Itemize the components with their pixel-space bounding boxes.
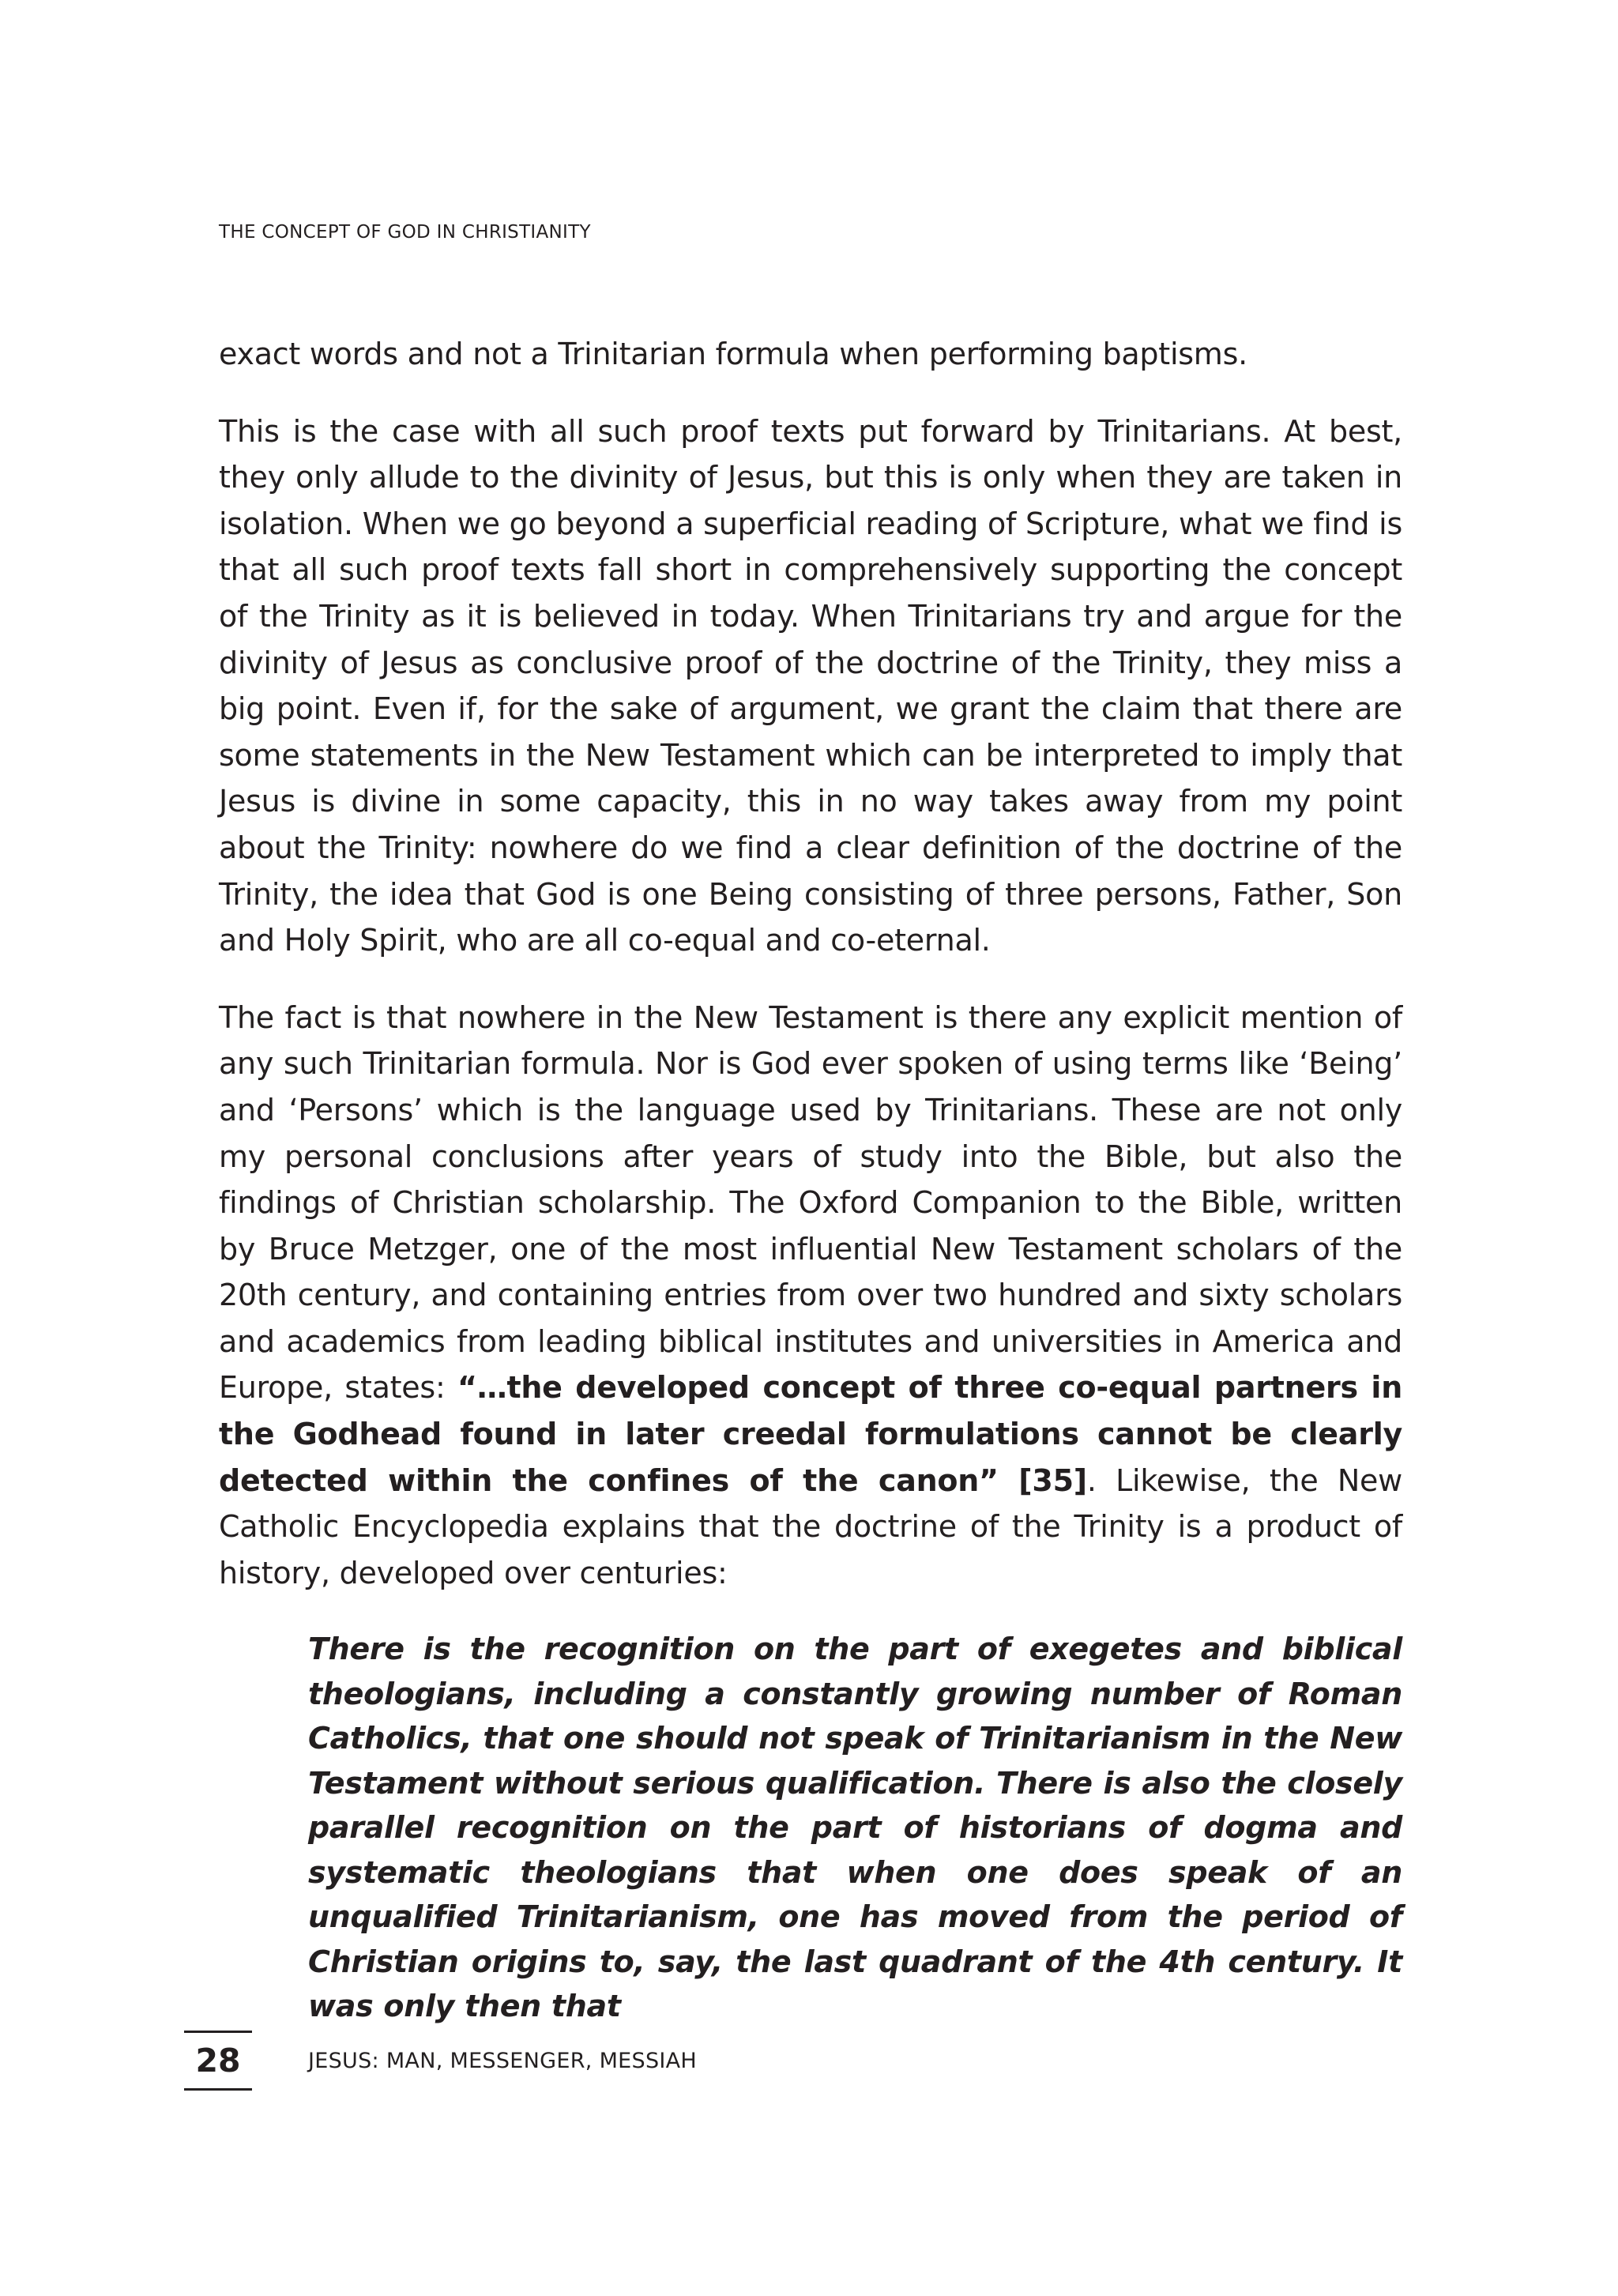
page-footer (184, 2031, 895, 2091)
block-quote: There is the recognition on the part of exegetes and biblical theologians, including a constantly growing number of Roman Catholics, that one should not speak of Trinitarianism in the New Testament without serious qualification. There is also the closely parallel recognition on the part of historians of dogma and systematic theologians that when one does speak of an unqualified Trinitarianism, one has moved from the period of Christian origins to, say, the last quadrant of the 4th century. It was only then that (308, 1632, 1402, 2024)
body-text (219, 331, 1402, 2029)
paragraph-3 (219, 995, 1402, 1597)
oxford-companion-quote: “…the developed concept of three co-equal partners in the Godhead found in later creedal formulations cannot be clearly detected within the confines of the canon” [35] (219, 1370, 1403, 1498)
page-number: 28 (184, 2031, 252, 2091)
running-footer: JESUS: MAN, MESSENGER, MESSIAH (308, 2049, 698, 2073)
paragraph-2: This is the case with all such proof texts put forward by Trinitarians. At best, they only allude to the divinity of Jesus, but this is only when they are taken in isolation. When we go beyond a superficial reading of Scripture, what we find is that all such proof texts fall short in comprehensively supporting the concept of the Trinity as it is believed in today. When Trinitarians try and argue for the divinity of Jesus as conclusive proof of the doctrine of the Trinity, they miss a big point. Even if, for the sake of argument, we grant the claim that there are some statements in the New Testament which can be interpreted to imply that Jesus is divine in some capacity, this in no way takes away from my point about the Trinity: nowhere do we find a clear definition of the doctrine of the Trinity, the idea that God is one Being consisting of three persons, Father, Son and Holy Spirit, who are all co-equal and co-eternal. (219, 413, 1402, 958)
running-header: THE CONCEPT OF GOD IN CHRISTIANITY (219, 222, 591, 243)
paragraph-3-outro: . Likewise, the New Catholic Encyclopedia explains that the doctrine of the Trinity is a product of history, developed over centuries: (219, 1462, 1402, 1590)
paragraph-3-intro: The fact is that nowhere in the New Testament is there any explicit mention of any such Trinitarian formula. Nor is God ever spoken of using terms like ‘Being’ and ‘Persons’ which is the language used by Trinitarians. These are not only my personal conclusions after years of study into the Bible, but also the findings of Christian scholarship. The Oxford Companion to the Bible, written by Bruce Metzger, one of the most influential New Testament scholars of the 20th century, and containing entries from over two hundred and sixty scholars and academics from leading biblical institutes and universities in America and Europe, states: (219, 999, 1402, 1406)
paragraph-1: exact words and not a Trinitarian formula when performing baptisms. (219, 337, 1247, 371)
